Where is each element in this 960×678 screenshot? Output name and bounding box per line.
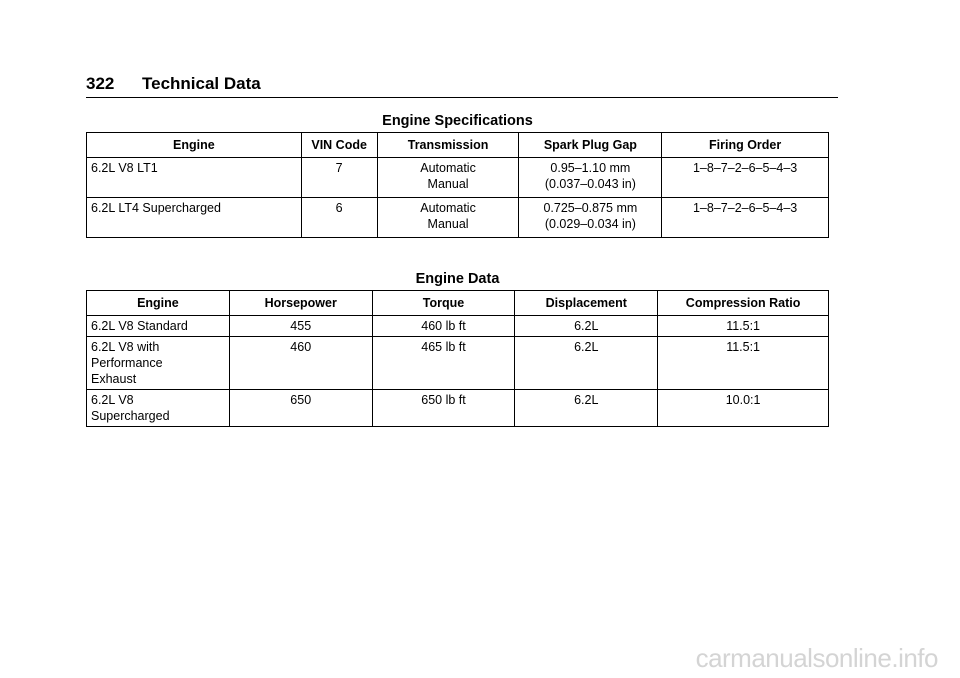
cell-engine bbox=[87, 316, 230, 337]
cell-torque: 460 lb ft bbox=[372, 316, 515, 337]
page-number: 322 bbox=[86, 74, 115, 93]
table-row bbox=[87, 390, 829, 427]
section-title: Technical Data bbox=[142, 74, 261, 93]
engine-line: Supercharged bbox=[91, 409, 170, 423]
table-header-row bbox=[87, 291, 829, 316]
table-row bbox=[87, 316, 829, 337]
column-header-horsepower: Horsepower bbox=[229, 291, 372, 316]
cell-engine bbox=[87, 390, 230, 427]
engine-line: Exhaust bbox=[91, 372, 137, 386]
column-header-torque: Torque bbox=[372, 291, 515, 316]
cell-torque: 650 lb ft bbox=[372, 390, 515, 427]
cell-displacement: 6.2L bbox=[515, 316, 658, 337]
cell-firing-order: 1–8–7–2–6–5–4–3 bbox=[662, 158, 829, 198]
engine-specifications-table bbox=[86, 132, 829, 238]
engine-data-table bbox=[86, 290, 829, 427]
gap-metric: 0.95–1.10 mm bbox=[550, 161, 631, 175]
column-header-transmission: Transmission bbox=[377, 133, 519, 158]
engine-data-title: Engine Data bbox=[415, 271, 500, 287]
cell-engine: 6.2L LT4 Supercharged bbox=[87, 198, 302, 238]
cell-compression-ratio: 11.5:1 bbox=[658, 337, 829, 390]
page-header bbox=[86, 70, 838, 98]
cell-vin-code: 6 bbox=[301, 198, 377, 238]
gap-imperial: (0.037–0.043 in) bbox=[544, 177, 636, 191]
engine-line: 6.2L V8 with bbox=[91, 340, 160, 354]
cell-spark-plug-gap bbox=[519, 158, 662, 198]
cell-compression-ratio: 11.5:1 bbox=[658, 316, 829, 337]
transmission-option: Automatic bbox=[420, 201, 476, 215]
cell-transmission bbox=[377, 198, 519, 238]
column-header-displacement: Displacement bbox=[515, 291, 658, 316]
cell-displacement: 6.2L bbox=[515, 337, 658, 390]
table-row bbox=[87, 337, 829, 390]
cell-transmission bbox=[377, 158, 519, 198]
column-header-spark-plug-gap: Spark Plug Gap bbox=[519, 133, 662, 158]
cell-firing-order: 1–8–7–2–6–5–4–3 bbox=[662, 198, 829, 238]
table-header-row bbox=[87, 133, 829, 158]
cell-horsepower: 455 bbox=[229, 316, 372, 337]
transmission-option: Automatic bbox=[420, 161, 476, 175]
column-header-vin-code: VIN Code bbox=[301, 133, 377, 158]
cell-horsepower: 650 bbox=[229, 390, 372, 427]
cell-compression-ratio: 10.0:1 bbox=[658, 390, 829, 427]
cell-vin-code: 7 bbox=[301, 158, 377, 198]
column-header-firing-order: Firing Order bbox=[662, 133, 829, 158]
cell-torque: 465 lb ft bbox=[372, 337, 515, 390]
table-row bbox=[87, 158, 829, 198]
cell-engine: 6.2L V8 LT1 bbox=[87, 158, 302, 198]
gap-metric: 0.725–0.875 mm bbox=[543, 201, 638, 215]
cell-horsepower: 460 bbox=[229, 337, 372, 390]
transmission-option: Manual bbox=[427, 217, 469, 231]
engine-line: 6.2L V8 Standard bbox=[91, 319, 188, 333]
table-row bbox=[87, 198, 829, 238]
cell-engine bbox=[87, 337, 230, 390]
cell-spark-plug-gap bbox=[519, 198, 662, 238]
engine-line: 6.2L V8 bbox=[91, 393, 134, 407]
column-header-compression-ratio: Compression Ratio bbox=[658, 291, 829, 316]
gap-imperial: (0.029–0.034 in) bbox=[544, 217, 636, 231]
engine-specifications-title: Engine Specifications bbox=[382, 113, 533, 129]
column-header-engine: Engine bbox=[87, 291, 230, 316]
engine-line: Performance bbox=[91, 356, 163, 370]
watermark: carmanualsonline.info bbox=[695, 643, 938, 673]
cell-displacement: 6.2L bbox=[515, 390, 658, 427]
column-header-engine: Engine bbox=[87, 133, 302, 158]
transmission-option: Manual bbox=[427, 177, 469, 191]
